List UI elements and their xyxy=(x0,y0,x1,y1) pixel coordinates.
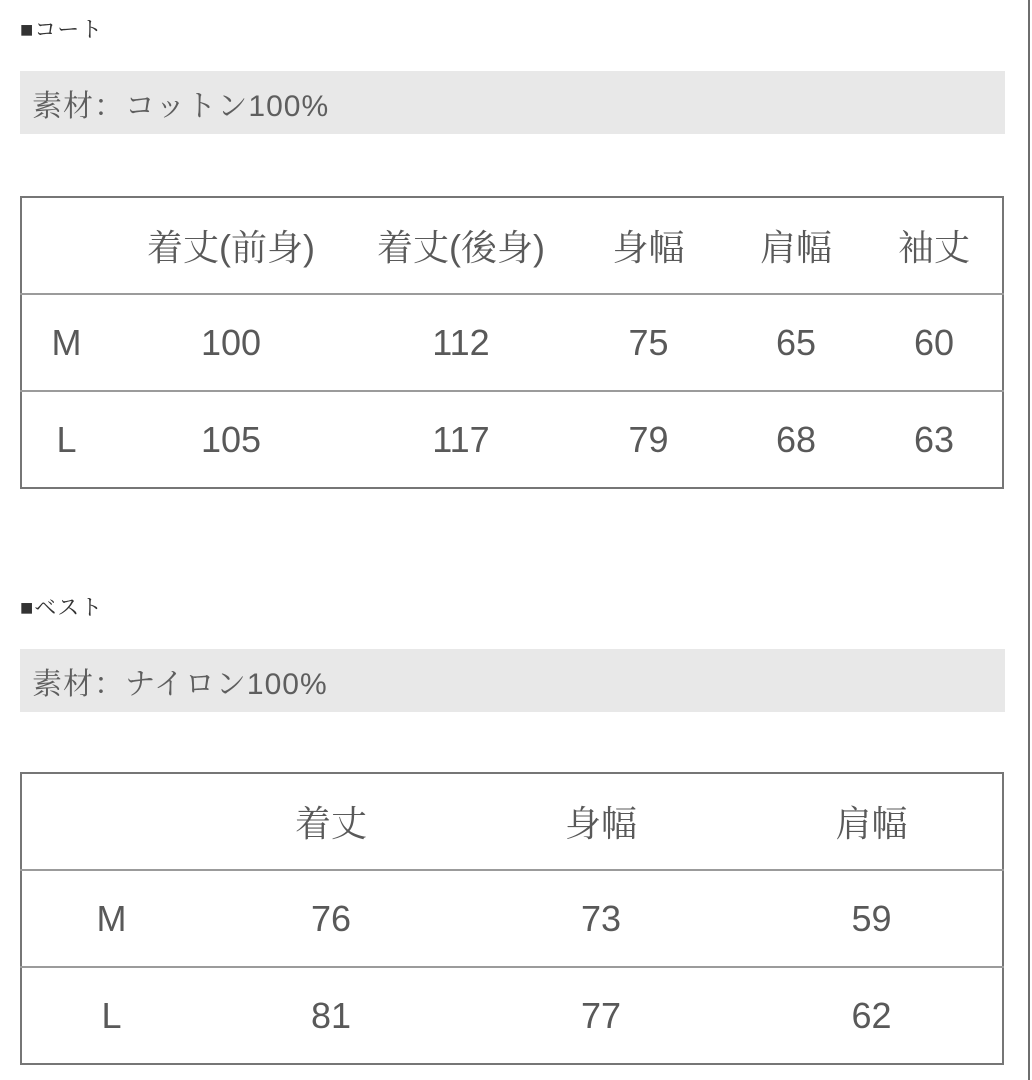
image-right-border xyxy=(1028,0,1030,1080)
size-table-coat xyxy=(20,196,1004,489)
column-header-shoulder-width: 肩幅 xyxy=(759,227,832,268)
column-header-shoulder-width: 肩幅 xyxy=(835,803,908,844)
measurement-value: 59 xyxy=(741,870,1003,967)
size-table-vest xyxy=(20,772,1004,1065)
column-header-length: 着丈 xyxy=(294,803,367,844)
table-row xyxy=(21,967,1003,1064)
measurement-value: 76 xyxy=(201,870,461,967)
measurement-value: 112 xyxy=(351,294,571,391)
section-heading-vest: ■ベスト xyxy=(20,595,104,620)
material-text-vest: 素材：ナイロン100% xyxy=(32,667,328,701)
section-heading-coat: ■コート xyxy=(20,17,104,42)
measurement-value: 117 xyxy=(351,391,571,488)
column-header-body-width: 身幅 xyxy=(564,803,637,844)
material-text-coat: 素材：コットン100% xyxy=(32,89,330,123)
size-label: M xyxy=(21,294,111,391)
measurement-value: 62 xyxy=(741,967,1003,1064)
measurement-value: 81 xyxy=(201,967,461,1064)
measurement-value: 60 xyxy=(866,294,1003,391)
measurement-value: 100 xyxy=(111,294,351,391)
table-header-row xyxy=(21,197,1003,294)
size-column-header xyxy=(21,773,201,870)
material-bar-coat xyxy=(20,71,1005,134)
column-header-length-front: 着丈(前身) xyxy=(147,227,315,268)
column-header-body-width: 身幅 xyxy=(612,227,685,268)
size-label: M xyxy=(21,870,201,967)
table-row xyxy=(21,391,1003,488)
measurement-value: 65 xyxy=(726,294,866,391)
column-header-sleeve-length: 袖丈 xyxy=(897,227,970,268)
size-column-header xyxy=(21,197,111,294)
measurement-value: 68 xyxy=(726,391,866,488)
measurement-value: 105 xyxy=(111,391,351,488)
measurement-value: 77 xyxy=(461,967,741,1064)
table-header-row xyxy=(21,773,1003,870)
measurement-value: 75 xyxy=(571,294,726,391)
measurement-value: 63 xyxy=(866,391,1003,488)
size-label: L xyxy=(21,967,201,1064)
measurement-value: 79 xyxy=(571,391,726,488)
material-bar-vest xyxy=(20,649,1005,712)
size-label: L xyxy=(21,391,111,488)
measurement-value: 73 xyxy=(461,870,741,967)
table-row xyxy=(21,294,1003,391)
table-row xyxy=(21,870,1003,967)
column-header-length-back: 着丈(後身) xyxy=(377,227,545,268)
